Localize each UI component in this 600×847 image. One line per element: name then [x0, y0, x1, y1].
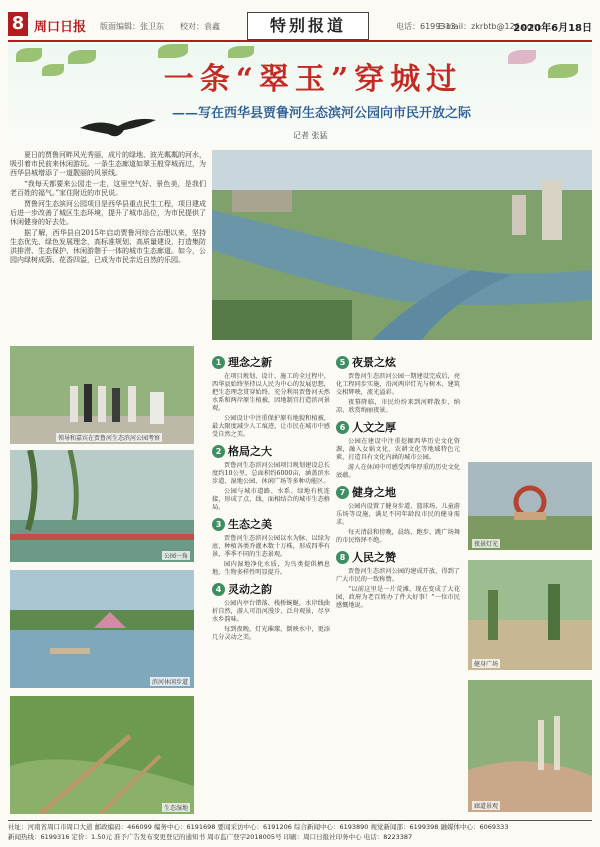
- section-title: 人民之赞: [352, 551, 396, 564]
- section-title: 格局之大: [228, 445, 272, 458]
- section-paragraph: 园内湿地净化水质，为鸟类提供栖息地，生物多样性明显提升。: [212, 561, 330, 576]
- section-number-badge: 4: [212, 583, 225, 596]
- section-paragraph: 公园与城市道路、水系、绿地有机连接，形成了点、线、面相结合的城市生态格局。: [212, 488, 330, 511]
- intro-paragraph: 夏日的贾鲁河畔风光秀丽，成片的绿地、波光粼粼的河水，吸引着市民前来休闲游玩。一条生态廊道如翠玉般穿城而过，为西华县城增添了一道靓丽的风景线。: [10, 151, 206, 177]
- footer-line: 社址：河南省周口市周口大道 邮政编码：466099 编务中心：6191698 要闻采访中心：6191206 综合新闻中心：6193890 视觉新闻部：6199398 融媒体中心：6069333: [8, 823, 509, 831]
- section-number-badge: 3: [212, 518, 225, 531]
- leaf-decoration: [68, 50, 96, 64]
- section-title: 生态之美: [228, 518, 272, 531]
- section-number-badge: 1: [212, 356, 225, 369]
- hotline: 电话：6199313: [396, 22, 456, 31]
- section-heading: [212, 516, 330, 532]
- section-title: 夜景之炫: [352, 356, 396, 369]
- section-paragraph: 游人在休闲中可感受西华厚重的历史文化底蕴。: [336, 464, 460, 479]
- photo-caption: 公园一角: [163, 553, 188, 560]
- section-heading: [212, 581, 330, 597]
- swallow-icon: [78, 114, 158, 142]
- photo-caption: 滨河休闲步道: [151, 679, 188, 686]
- section-paragraph: 贾鲁河生态滨河公园的建成开放，得到了广大市民的一致称赞。: [336, 568, 460, 583]
- section-heading: [336, 484, 460, 500]
- section-paragraph: 贾鲁河生态滨河公园项目规划建设总长度约10公里，总面积约6000亩，涵盖滨水步道、湿地公园、休闲广场等多种功能区。: [212, 462, 330, 485]
- intro-paragraph: 据了解，西华县自2015年启动贾鲁河综合治理以来，坚持生态优先、绿色发展理念，高标准规划、高质量建设，打造集防洪排涝、生态保护、休闲游憩于一体的城市生态廊道。如今，公园内绿树成荫、花香四溢，已成为市民亲近自然的乐园。: [10, 229, 206, 264]
- headline-hero: [8, 44, 592, 144]
- article-column-2: [336, 350, 460, 816]
- section-banner: 特别报道: [247, 12, 369, 40]
- footer-line: 新闻热线：6199316 定价：1.50元 准予广告发布变更登记的通知书 周市监广登字2018005号 印刷：周口日报社印务中心 电话：8223387: [8, 833, 413, 841]
- issue-date: 2020年6月18日: [513, 23, 592, 34]
- section-paragraph: 每天清晨和傍晚，晨练、跑步、跳广场舞的市民络绎不绝。: [336, 529, 460, 544]
- byline: 记者 张猛: [293, 131, 328, 140]
- photo-wetland: [10, 696, 194, 814]
- section-number-badge: 6: [336, 421, 349, 434]
- section-paragraph: 公园在建设中注重挖掘西华历史文化资源，融入女娲文化、农耕文化等地域特色元素，打造具有文化内涵的城市公园。: [336, 438, 460, 461]
- photo-caption: 廊道景观: [474, 803, 499, 810]
- leaf-decoration: [42, 64, 64, 76]
- photo-caption: 健身广场: [474, 661, 499, 668]
- photo-fitness-square: [468, 560, 592, 670]
- photo-walkway: [10, 570, 194, 688]
- section-paragraph: 在项目规划、设计、施工的全过程中，西华县始终坚持以人民为中心的发展思想，把生态理念贯穿始终，充分利用贾鲁河天然水系和两岸原生植被，因地制宜打造滨河景观。: [212, 373, 330, 412]
- aerial-photo: [212, 150, 592, 340]
- section-number-badge: 8: [336, 551, 349, 564]
- page-number: 8: [8, 12, 28, 36]
- headline-subtitle: ——写在西华县贾鲁河生态滨河公园向市民开放之际: [172, 106, 472, 121]
- section-paragraph: 贾鲁河生态滨河公园以水为脉、以绿为底，种植各类乔灌木数十万株，形成四季有景、季季不同的生态景观。: [212, 535, 330, 558]
- section-heading: [336, 354, 460, 370]
- section-paragraph: 公园内亭台错落、栈桥蜿蜒，水岸线曲折自然，游人可沿河漫步、泛舟观景，尽享水乡韵味。: [212, 600, 330, 623]
- email: E-mail：zkrbtb@126.com: [438, 22, 540, 31]
- page-footer: [8, 820, 592, 842]
- photo-caption: 领导和嘉宾在贾鲁河生态滨河公园考察: [58, 435, 161, 442]
- section-title: 灵动之韵: [228, 583, 272, 596]
- intro-text: [10, 151, 206, 335]
- photo-inspection: [10, 346, 194, 444]
- photo-corridor: [468, 680, 592, 812]
- section-heading: [336, 419, 460, 435]
- proof-credit: 校对：袁鑫: [180, 22, 220, 31]
- photo-park-corner: [10, 450, 194, 562]
- leaf-decoration: [16, 48, 42, 62]
- section-paragraph: 公园设计中注重保护原有地貌和植被，最大限度减少人工痕迹，让市民在城市中感受自然之美。: [212, 415, 330, 438]
- section-paragraph: 贾鲁河生态滨河公园一期建设完成后，亮化工程同步实施，沿河两岸灯光与树木、建筑交相辉映，流光溢彩。: [336, 373, 460, 396]
- masthead: [8, 8, 592, 42]
- headline-title: 一条“翠玉”穿城过: [163, 62, 463, 97]
- section-heading: [336, 549, 460, 565]
- section-paragraph: “以前这里是一片荒滩，现在变成了大花园，政府为老百姓办了件大好事！”一位市民感慨地说。: [336, 586, 460, 609]
- section-heading: [212, 354, 330, 370]
- editor-credit: 版面编辑：张卫东: [100, 22, 164, 31]
- section-heading: [212, 443, 330, 459]
- photo-night-view: [468, 462, 592, 550]
- section-number-badge: 5: [336, 356, 349, 369]
- section-paragraph: 每到夜晚，灯光璀璨，倒映水中，更添几分灵动之美。: [212, 626, 330, 641]
- intro-paragraph: “我每天都要来公园走一走，这里空气好、景色美，是我们老百姓的福气。”家住附近的市民说。: [10, 180, 206, 197]
- section-title: 人文之厚: [352, 421, 396, 434]
- paper-name-logo: 周口日报: [34, 20, 87, 35]
- section-paragraph: 公园内设置了健身步道、篮球场、儿童游乐场等设施，满足不同年龄段市民的健身需求。: [336, 503, 460, 526]
- section-title: 理念之新: [228, 356, 272, 369]
- section-title: 健身之地: [352, 486, 396, 499]
- section-number-badge: 7: [336, 486, 349, 499]
- section-paragraph: 夜幕降临，市民纷纷来到河畔散步、纳凉，欣赏绚丽夜景。: [336, 399, 460, 414]
- leaf-decoration: [548, 64, 578, 78]
- intro-paragraph: 贾鲁河生态滨河公园项目是西华县重点民生工程，项目建成后进一步改善了城区生态环境，提升了城市品位，为市民提供了休闲健身的好去处。: [10, 200, 206, 226]
- section-number-badge: 2: [212, 445, 225, 458]
- photo-caption: 生态湿地: [163, 805, 188, 812]
- photo-caption: 夜景灯光: [474, 541, 499, 548]
- article-column-1: [212, 350, 330, 816]
